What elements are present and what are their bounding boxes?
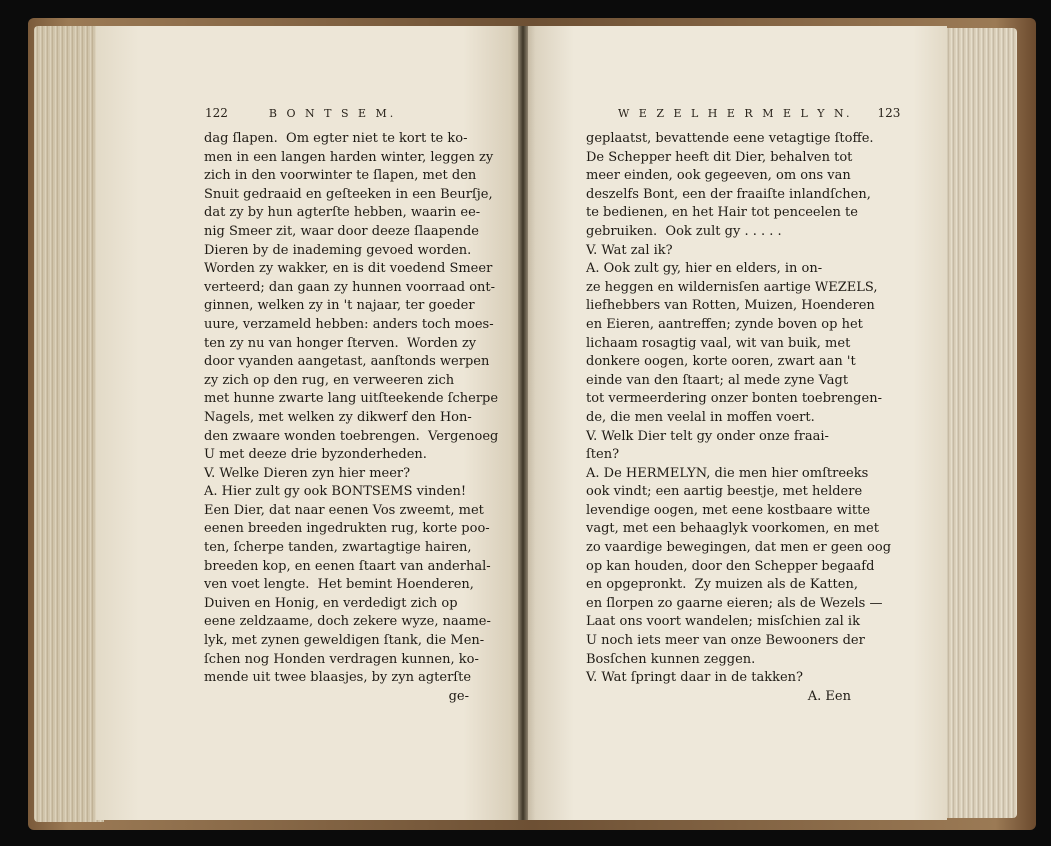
text-line: ten zy nu van honger ſterven. Worden zy [204,335,477,351]
text-line: Worden zy wakker, en is dit voedend Smeer [204,261,493,277]
text-line: Nagels, met welken zy dikwerf den Hon- [204,409,472,425]
text-line: den zwaare wonden toebrengen. Vergenoeg [204,428,499,444]
page-edges-left [34,26,104,822]
text-line: A. De HERMELYN, die men hier omſtreeks [586,465,869,481]
text-line: geplaatst, bevattende eene vetagtige ſtoffe. [586,131,874,146]
text-line: dag ſlapen. Om egter niet te kort te ko- [204,131,468,146]
right-running-head: W E Z E L H E R M E L Y N. [618,107,853,120]
text-line: men in een langen harden winter, leggen zy [204,149,494,165]
text-line: dat zy by hun agterſte hebben, waarin ee- [204,205,481,221]
text-line: V. Wat ſpringt daar in de takken? [586,670,804,686]
text-line: A. Ook zult gy, hier en elders, in on- [586,261,823,277]
left-page-number: 122 [205,106,228,120]
text-line: De Schepper heeft dit Dier, behalven tot [586,149,853,165]
left-running-head: B O N T S E M. [268,107,397,120]
right-page-header [618,106,900,120]
text-line: uure, verzameld hebben: anders toch moes- [204,316,494,332]
text-line: U met deeze drie byzonderheden. [204,447,427,463]
text-line: Laat ons voort wandelen; misſchien zal ik [586,614,860,630]
text-line: tot vermeerdering onzer bonten toebrengen- [586,391,882,407]
text-line: V. Wat zal ik? [586,242,673,258]
text-line: op kan houden, door den Schepper begaafd [586,558,875,574]
text-line: Snuit gedraaid en geſteeken in een Beurſje, [204,186,493,202]
text-line: te bedienen, en het Hair tot penceelen te [586,205,858,221]
page-edges-right [945,28,1017,818]
text-line: met hunne zwarte lang uitſteekende ſcherpe [204,391,499,407]
text-line: breeden kop, en eenen ſtaart van anderhal- [204,558,491,574]
text-line: lichaam rosagtig vaal, wit van buik, met [586,335,851,351]
text-line: ſchen nog Honden verdragen kunnen, ko- [204,651,479,667]
text-line: Duiven en Honig, en verdedigt zich op [204,595,458,611]
text-line: vagt, met een behaaglyk voorkomen, en met [586,521,879,537]
text-line: de, die men veelal in moffen voert. [586,409,815,425]
text-line: gebruiken. Ook zult gy . . . . . [586,223,782,239]
text-line: en opgepronkt. Zy muizen als de Katten, [586,577,858,593]
text-line: verteerd; dan gaan zy hunnen voorraad ont- [204,279,496,295]
text-line: ge- [448,688,469,704]
text-line: ſten? [586,447,620,463]
text-line: en Eieren, aantreffen; zynde boven op het [586,316,863,332]
text-line: mende uit twee blaasjes, by zyn agterſte [204,670,472,686]
text-line: en ſlorpen zo gaarne eieren; als de Wezels — [586,595,883,611]
text-line: donkere oogen, korte ooren, zwart aan 't [586,354,856,370]
text-line: einde van den ſtaart; al mede zyne Vagt [586,372,849,388]
text-line: deszelfs Bont, een der fraaiſte inlandſchen, [586,186,871,202]
text-line: ven voet lengte. Het bemint Hoenderen, [204,577,474,593]
right-page-text [586,130,892,706]
left-page-header [205,106,396,120]
left-page-text [204,130,499,706]
text-line: eene zeldzaame, doch zekere wyze, naame- [204,614,491,630]
text-line: U noch iets meer van onze Bewooners der [586,633,865,649]
text-line: V. Welk Dier telt gy onder onze fraai- [586,428,829,444]
text-line: ze heggen en wildernisſen aartige WEZELS, [586,279,878,295]
text-line: liefhebbers van Rotten, Muizen, Hoenderen [586,298,875,314]
text-line: Dieren by de inademing gevoed worden. [204,242,472,258]
text-line: Een Dier, dat naar eenen Vos zweemt, met [204,502,484,518]
text-line: lyk, met zynen geweldigen ſtank, die Men- [204,633,485,649]
text-line: ginnen, welken zy in 't najaar, ter goeder [204,298,475,314]
text-line: eenen breeden ingedrukten rug, korte poo- [204,521,490,537]
book-gutter [518,26,528,820]
right-page-number: 123 [877,106,901,120]
text-line: zy zich op den rug, en verweeren zich [204,372,455,388]
text-line: ook vindt; een aartig beestje, met heldere [586,484,863,500]
text-line: door vyanden aangetast, aanſtonds werpen [204,354,490,370]
text-line: zich in den voorwinter te ſlapen, met den [204,168,477,184]
text-line: V. Welke Dieren zyn hier meer? [204,465,411,481]
text-line: Bosſchen kunnen zeggen. [586,651,756,667]
text-line: nig Smeer zit, waar door deeze ſlaapende [204,223,479,239]
text-line: meer einden, ook gegeeven, om ons van [586,168,851,184]
text-line: ten, ſcherpe tanden, zwartagtige hairen, [204,540,472,556]
text-line: A. Een [807,688,851,704]
text-line: A. Hier zult gy ook BONTSEMS vinden! [204,484,467,500]
text-line: zo vaardige bewegingen, dat men er geen oog [586,540,892,556]
text-line: levendige oogen, met eene kostbaare witte [586,502,871,518]
